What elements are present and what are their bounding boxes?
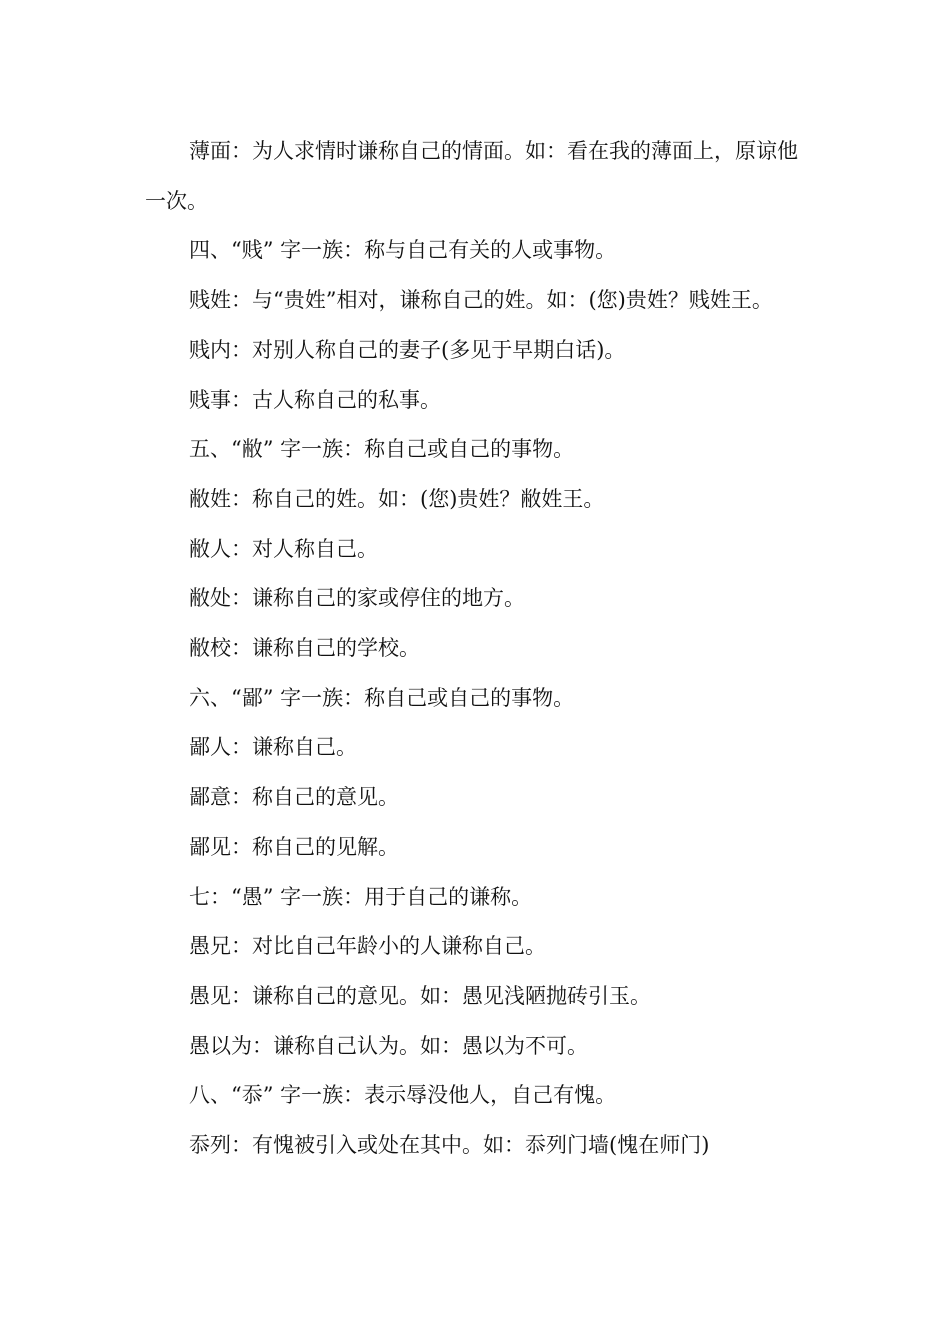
paragraph-tianlie: 忝列：有愧被引入或处在其中。如：忝列门墙(愧在师门): [189, 1133, 710, 1158]
section-heading-jian: 四、“贱” 字一族：称与自己有关的人或事物。: [189, 238, 617, 263]
paragraph-jianxing: 贱姓：与“贵姓”相对，谦称自己的姓。如：(您)贵姓？贱姓王。: [189, 288, 773, 313]
paragraph-yujian: 愚见：谦称自己的意见。如：愚见浅陋抛砖引玉。: [189, 983, 651, 1008]
paragraph-jiannei: 贱内：对别人称自己的妻子(多见于早期白话)。: [189, 337, 626, 362]
section-heading-yu: 七：“愚” 字一族：用于自己的谦称。: [189, 884, 533, 909]
paragraph-bichu: 敝处：谦称自己的家或停住的地方。: [189, 586, 525, 611]
section-heading-bi-humble: 五、“敝” 字一族：称自己或自己的事物。: [189, 437, 575, 462]
paragraph-bixiao: 敝校：谦称自己的学校。: [189, 636, 420, 661]
paragraph-biren: 敝人：对人称自己。: [189, 536, 378, 561]
paragraph-biyi: 鄙意：称自己的意见。: [189, 785, 399, 810]
paragraph-yuyiwei: 愚以为：谦称自己认为。如：愚以为不可。: [189, 1033, 588, 1058]
paragraph-jianshi: 贱事：古人称自己的私事。: [189, 387, 441, 412]
paragraph-yuxiong: 愚兄：对比自己年龄小的人谦称自己。: [189, 934, 546, 959]
paragraph-bomian: 薄面：为人求情时谦称自己的情面。如：看在我的薄面上，原谅他一次。: [145, 139, 798, 213]
paragraph-bijian: 鄙见：称自己的见解。: [189, 834, 399, 859]
section-heading-bi-vulgar: 六、“鄙” 字一族：称自己或自己的事物。: [189, 685, 575, 710]
section-heading-tian: 八、“忝” 字一族：表示辱没他人，自己有愧。: [189, 1083, 617, 1108]
paragraph-biren-2: 鄙人：谦称自己。: [189, 735, 357, 760]
paragraph-bixing: 敝姓：称自己的姓。如：(您)贵姓？敝姓王。: [189, 486, 605, 511]
document-body: [145, 127, 807, 1171]
